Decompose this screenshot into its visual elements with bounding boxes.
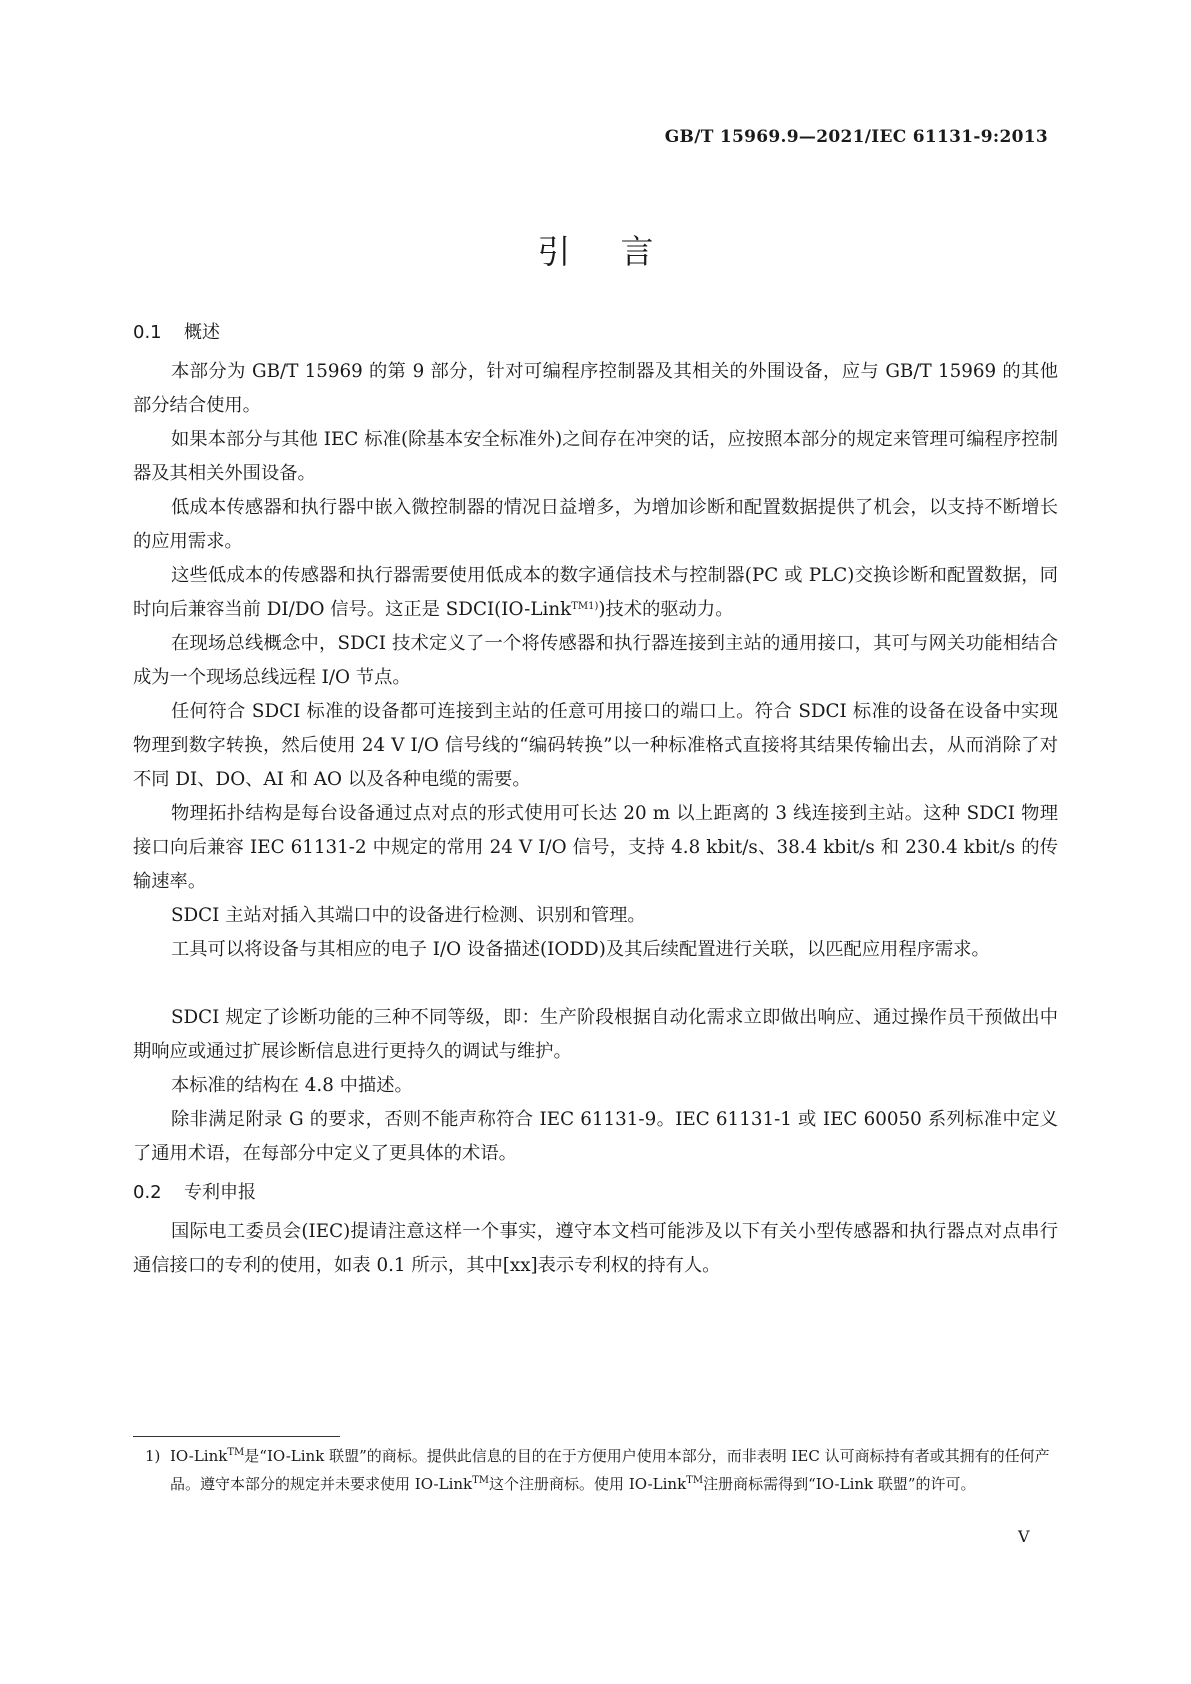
paragraph: 如果本部分与其他 IEC 标准(除基本安全标准外)之间存在冲突的话，应按照本部分的规定来管理可编程序控制器及其相关外围设备。: [133, 429, 1058, 484]
footnote-text: 是“IO-Link 联盟”的商标。提供此信息的目的在于方便用户使用本部分，而非表明 IEC 认可商标持有者或其拥有的任何产品。遵守本部分的规定并未要求使用 IO-Link: [170, 1447, 1050, 1493]
paragraph-text-tail: )技术的驱动力。: [598, 599, 734, 620]
section-title: 概述: [184, 322, 220, 343]
paragraph: 本标准的结构在 4.8 中描述。: [171, 1075, 413, 1096]
footnote-text: 注册商标需得到“IO-Link 联盟”的许可。: [703, 1475, 976, 1493]
trademark-superscript: TM: [686, 1475, 704, 1486]
footnote-marker: 1): [145, 1447, 161, 1465]
paragraph-with-trademark: [133, 559, 1058, 627]
trademark-superscript: TM: [472, 1475, 490, 1486]
section-heading-0-1: [133, 318, 220, 344]
paragraph: 本部分为 GB/T 15969 的第 9 部分，针对可编程序控制器及其相关的外围设备，应与 GB/T 15969 的其他部分结合使用。: [133, 361, 1058, 416]
page-number: V: [1018, 1527, 1030, 1546]
trademark-superscript: TM1): [571, 601, 599, 612]
trademark-superscript: TM: [227, 1447, 245, 1458]
footnote: [145, 1442, 1050, 1498]
paragraph: 在现场总线概念中，SDCI 技术定义了一个将传感器和执行器连接到主站的通用接口，其可与网关功能相结合成为一个现场总线远程 I/O 节点。: [133, 633, 1058, 688]
footnote-divider: [133, 1436, 340, 1437]
section-number: 0.2: [133, 1182, 162, 1203]
standard-code-header: GB/T 15969.9—2021/IEC 61131-9:2013: [664, 127, 1048, 147]
paragraph: 除非满足附录 G 的要求，否则不能声称符合 IEC 61131-9。IEC 61131-1 或 IEC 60050 系列标准中定义了通用术语，在每部分中定义了更具体的术语。: [133, 1109, 1058, 1164]
paragraph: SDCI 规定了诊断功能的三种不同等级，即：生产阶段根据自动化需求立即做出响应、通过操作员干预做出中期响应或通过扩展诊断信息进行更持久的调试与维护。: [133, 1007, 1058, 1062]
page-title: 引言: [537, 232, 704, 271]
paragraph: SDCI 主站对插入其端口中的设备进行检测、识别和管理。: [171, 905, 646, 926]
section-number: 0.1: [133, 322, 162, 343]
footnote-text: 这个注册商标。使用 IO-Link: [489, 1475, 687, 1493]
paragraph: 低成本传感器和执行器中嵌入微控制器的情况日益增多，为增加诊断和配置数据提供了机会，以支持不断增长的应用需求。: [133, 497, 1058, 552]
paragraph: 工具可以将设备与其相应的电子 I/O 设备描述(IODD)及其后续配置进行关联，以匹配应用程序需求。: [171, 939, 990, 960]
section-title: 专利申报: [184, 1182, 256, 1203]
paragraph: 任何符合 SDCI 标准的设备都可连接到主站的任意可用接口的端口上。符合 SDCI 标准的设备在设备中实现物理到数字转换，然后使用 24 V I/O 信号线的“编码转换”以一种标准格式直接将其结果传输出去，从而消除了对不同 DI、DO、AI 和 AO 以及各种电缆的需要。: [133, 701, 1058, 790]
paragraph: 国际电工委员会(IEC)提请注意这样一个事实，遵守本文档可能涉及以下有关小型传感器和执行器点对点串行通信接口的专利的使用，如表 0.1 所示，其中[xx]表示专利权的持有人。: [133, 1221, 1058, 1276]
paragraph-text: 这些低成本的传感器和执行器需要使用低成本的数字通信技术与控制器(PC 或 PLC)交换诊断和配置数据，同时向后兼容当前 DI/DO 信号。这正是 SDCI(IO-Link: [133, 565, 1058, 620]
paragraph: 物理拓扑结构是每台设备通过点对点的形式使用可长达 20 m 以上距离的 3 线连接到主站。这种 SDCI 物理接口向后兼容 IEC 61131-2 中规定的常用 24 V I/O 信号，支持 4.8 kbit/s、38.4 kbit/s 和 230.4 kbit/s 的传输速率。: [133, 803, 1058, 892]
footnote-brand: IO-Link: [170, 1447, 228, 1465]
section-heading-0-2: [133, 1178, 256, 1204]
